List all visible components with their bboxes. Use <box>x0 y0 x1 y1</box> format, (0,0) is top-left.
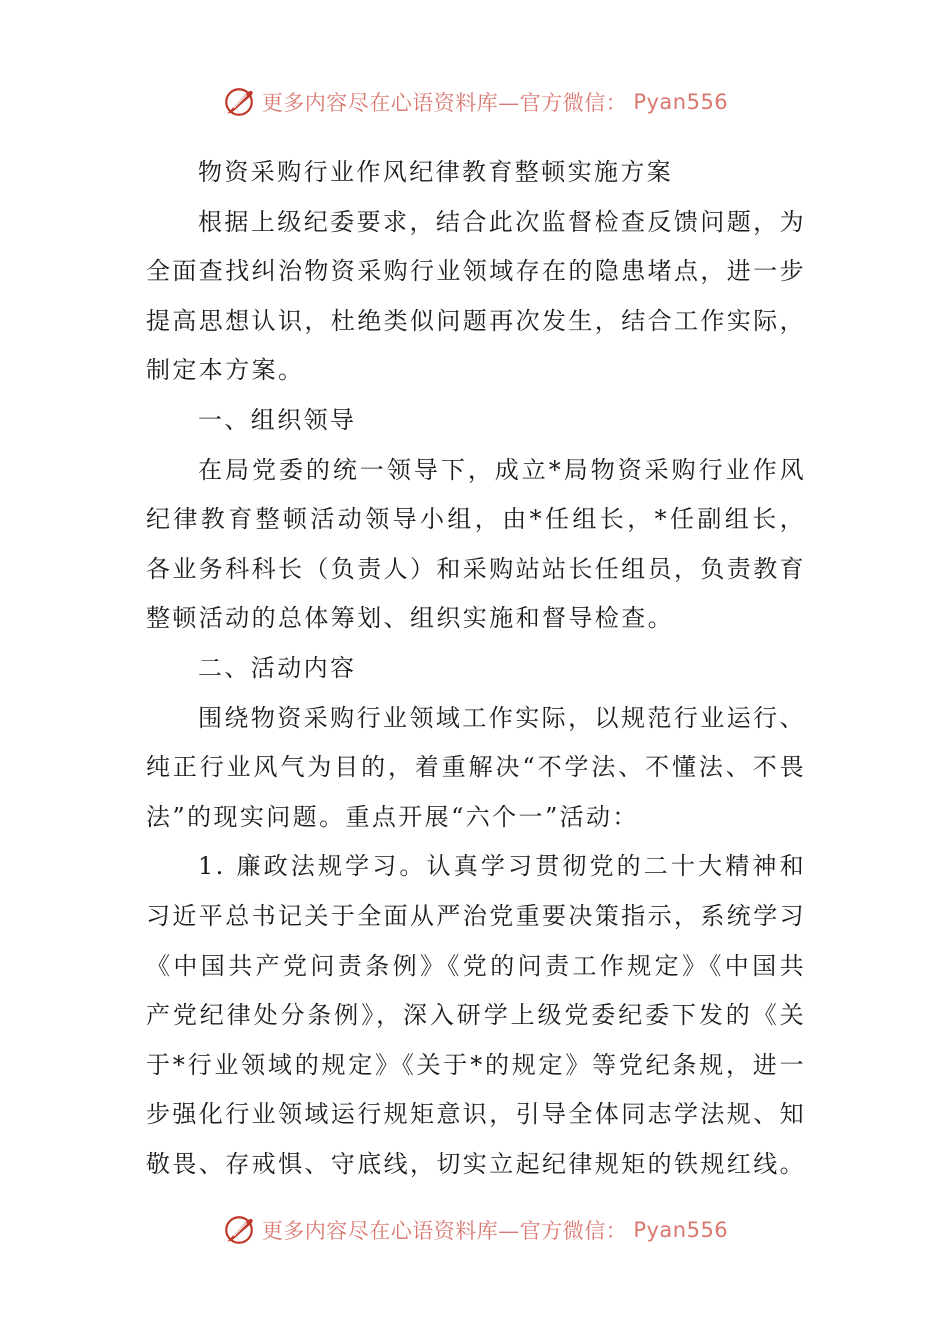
section-1-paragraph: 在局党委的统一领导下，成立*局物资采购行业作风纪律教育整顿活动领导小组，由*任组长，*任副组长，各业务科科长（负责人）和采购站站长任组员，负责教育整顿活动的总体筹划、组织实施和督导检查。 <box>146 455 806 633</box>
list-item-1-paragraph: 1. 廉政法规学习。认真学习贯彻党的二十大精神和习近平总书记关于全面从严治党重要决策指示，系统学习《中国共产党问责条例》《党的问责工作规定》《中国共产党纪律处分条例》，深入研学上级党委纪委下发的《关于*行业领域的规定》《关于*的规定》等党纪条规，进一步强化行业领域运行规矩意识，引导全体同志学法规、知敬畏、存戒惧、守底线，切实立起纪律规矩的铁规红线。 <box>146 852 806 1178</box>
watermark-banner-bottom <box>0 1208 950 1252</box>
document-title: 物资采购行业作风纪律教育整顿实施方案 <box>198 158 674 186</box>
watermark-banner-top <box>0 80 950 124</box>
quill-pen-logo-icon <box>222 85 256 119</box>
watermark-text: 更多内容尽在心语资料库—官方微信： <box>261 1219 628 1243</box>
watermark-wechat-id: Pyan556 <box>633 1218 729 1242</box>
watermark-content <box>222 85 728 119</box>
watermark-text: 更多内容尽在心语资料库—官方微信： <box>261 91 628 115</box>
quill-pen-logo-icon <box>222 1213 256 1247</box>
section-2-paragraph: 围绕物资采购行业领域工作实际，以规范行业运行、纯正行业风气为目的，着重解决“不学法、不懂法、不畏法”的现实问题。重点开展“六个一”活动： <box>146 703 806 831</box>
section-2-heading: 二、活动内容 <box>198 653 357 682</box>
intro-paragraph: 根据上级纪委要求，结合此次监督检查反馈问题，为全面查找纠治物资采购行业领域存在的隐患堵点，进一步提高思想认识，杜绝类似问题再次发生，结合工作实际，制定本方案。 <box>146 207 806 385</box>
document-body <box>146 148 806 1189</box>
watermark-wechat-id: Pyan556 <box>633 90 729 114</box>
watermark-content <box>222 1213 728 1247</box>
section-1-heading: 一、组织领导 <box>198 405 357 434</box>
